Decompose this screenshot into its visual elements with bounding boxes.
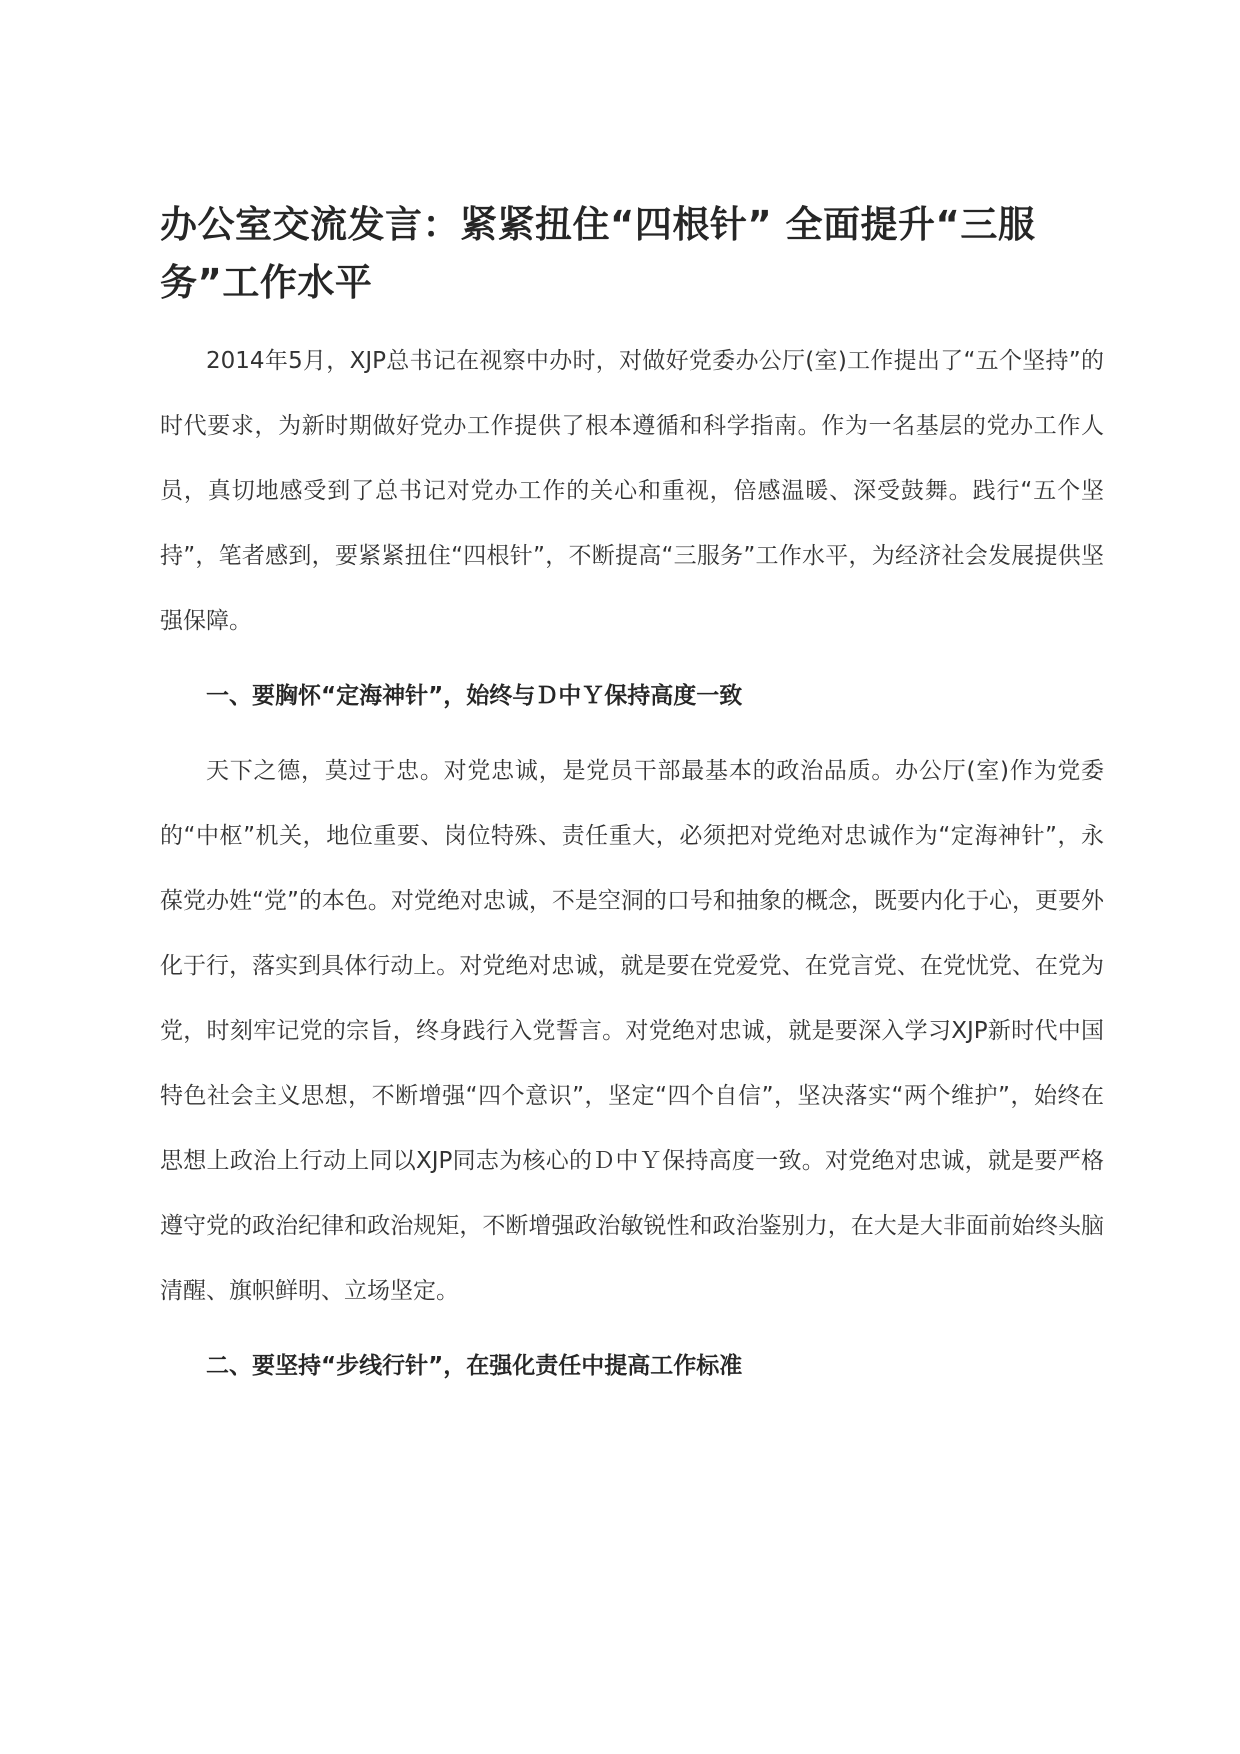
section-heading-1: 一、要胸怀“定海神针”，始终与Ｄ中Ｙ保持高度一致 bbox=[206, 683, 743, 709]
paragraph-intro: 2014年5月，XJP总书记在视察中办时，对做好党委办公厅(室)工作提出了“五个坚持”的时代要求，为新时期做好党办工作提供了根本遵循和科学指南。作为一名基层的党办工作人员，真切地感受到了总书记对党办工作的关心和重视，倍感温暖、深受鼓舞。践行“五个坚持”，笔者感到，要紧紧扭住“四根针”，不断提高“三服务”工作水平，为经济社会发展提供坚强保障。 bbox=[160, 348, 1104, 634]
document-page bbox=[160, 196, 1104, 1399]
paragraph-section-1: 天下之德，莫过于忠。对党忠诚，是党员干部最基本的政治品质。办公厅(室)作为党委的“中枢”机关，地位重要、岗位特殊、责任重大，必须把对党绝对忠诚作为“定海神针”，永葆党办姓“党”的本色。对党绝对忠诚，不是空洞的口号和抽象的概念，既要内化于心，更要外化于行，落实到具体行动上。对党绝对忠诚，就是要在党爱党、在党言党、在党忧党、在党为党，时刻牢记党的宗旨，终身践行入党誓言。对党绝对忠诚，就是要深入学习XJP新时代中国特色社会主义思想，不断增强“四个意识”，坚定“四个自信”，坚决落实“两个维护”，始终在思想上政治上行动上同以XJP同志为核心的Ｄ中Ｙ保持高度一致。对党绝对忠诚，就是要严格遵守党的政治纪律和政治规矩，不断增强政治敏锐性和政治鉴别力，在大是大非面前始终头脑清醒、旗帜鲜明、立场坚定。 bbox=[160, 758, 1104, 1304]
document-title: 办公室交流发言：紧紧扭住“四根针” 全面提升“三服务”工作水平 bbox=[160, 203, 1036, 304]
section-heading-2: 二、要坚持“步线行针”，在强化责任中提高工作标准 bbox=[206, 1353, 743, 1379]
